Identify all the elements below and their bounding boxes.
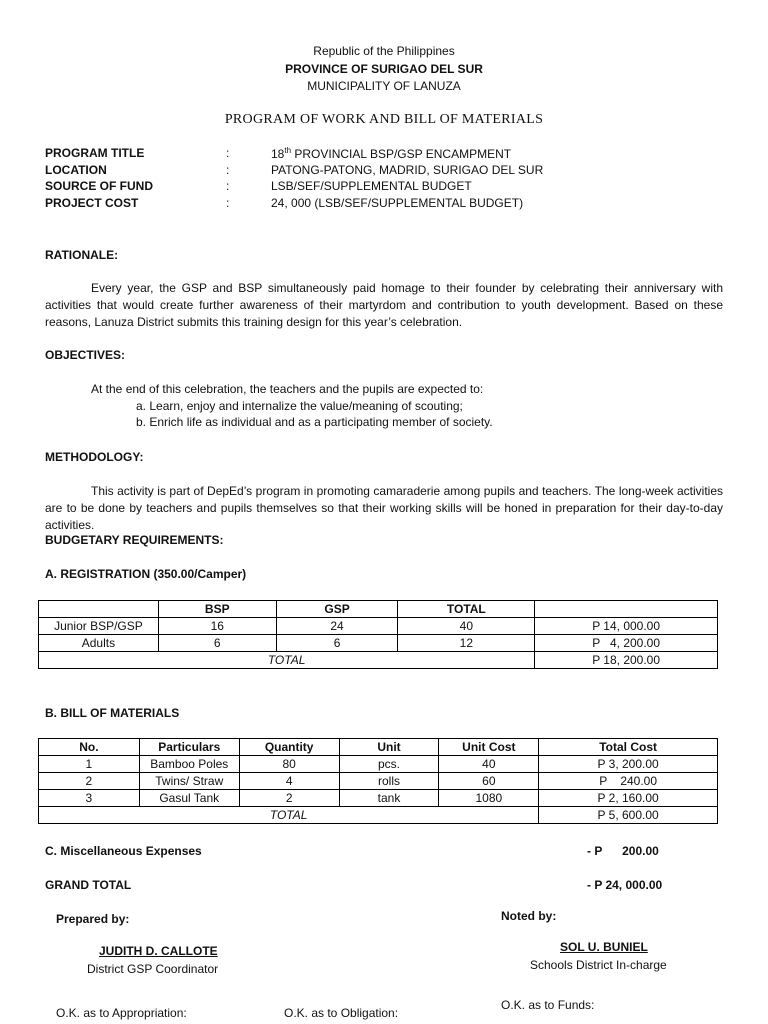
table-header-cell: Particulars xyxy=(139,739,239,756)
noter-name: SOL U. BUNIEL xyxy=(560,940,648,954)
grand-total-value: - P 24, 000.00 xyxy=(587,878,663,892)
info-label-program-title: PROGRAM TITLE xyxy=(45,146,145,160)
table-cell: 24 xyxy=(276,618,398,635)
table-header-cell: BSP xyxy=(158,601,276,618)
table-row xyxy=(39,618,718,635)
table-cell: 16 xyxy=(158,618,276,635)
table-total-label: TOTAL xyxy=(39,652,535,669)
prepared-by-label: Prepared by: xyxy=(56,912,130,926)
table-cell: P 2, 160.00 xyxy=(539,790,718,807)
table-cell: 6 xyxy=(276,635,398,652)
info-colon: : xyxy=(226,179,230,193)
info-value-project-cost: 24, 000 (LSB/SEF/SUPPLEMENTAL BUDGET) xyxy=(271,196,524,210)
table-header-cell: No. xyxy=(39,739,140,756)
table-cell: 2 xyxy=(239,790,339,807)
table-cell: P 14, 000.00 xyxy=(535,618,718,635)
registration-heading: A. REGISTRATION (350.00/Camper) xyxy=(45,567,247,581)
preparer-name: JUDITH D. CALLOTE xyxy=(99,944,218,958)
rationale-text: Every year, the GSP and BSP simultaneously paid homage to their founder by celebrating their anniversary with activities that would create further awareness of their martyrdom and contribution to youth development. Based on these reasons, Lanuza District submits this training design for this year’s celebration. xyxy=(45,281,723,329)
table-total-value: P 18, 200.00 xyxy=(535,652,718,669)
methodology-text: This activity is part of DepEd’s program in promoting camaraderie among pupils and teachers. The long-week activities are to be done by teachers and pupils themselves so that their working skills will be honed in preparation for their day-to-day activities. xyxy=(45,484,723,532)
table-cell: 12 xyxy=(398,635,535,652)
table-cell: 1 xyxy=(39,756,140,773)
budget-heading: BUDGETARY REQUIREMENTS: xyxy=(45,533,224,547)
table-header-cell: Quantity xyxy=(239,739,339,756)
table-total-row xyxy=(39,807,718,824)
info-label-project-cost: PROJECT COST xyxy=(45,196,139,210)
objectives-heading: OBJECTIVES: xyxy=(45,348,126,362)
table-cell: P 240.00 xyxy=(539,773,718,790)
table-cell: rolls xyxy=(339,773,439,790)
misc-value: - P 200.00 xyxy=(587,844,659,858)
header-municipality: MUNICIPALITY OF LANUZA xyxy=(307,79,461,93)
table-cell: Adults xyxy=(39,635,159,652)
header-republic: Republic of the Philippines xyxy=(313,44,455,58)
table-cell: 6 xyxy=(158,635,276,652)
misc-label: C. Miscellaneous Expenses xyxy=(45,844,202,858)
objective-item: a. Learn, enjoy and internalize the value/meaning of scouting; xyxy=(136,399,463,413)
table-header-cell: Unit xyxy=(339,739,439,756)
table-cell: 2 xyxy=(39,773,140,790)
table-total-row xyxy=(39,652,718,669)
table-row xyxy=(39,790,718,807)
table-header-cell xyxy=(39,601,159,618)
preparer-title: District GSP Coordinator xyxy=(87,962,219,976)
table-header-cell: Total Cost xyxy=(539,739,718,756)
header-province: PROVINCE OF SURIGAO DEL SUR xyxy=(285,62,483,76)
table-header-row xyxy=(39,739,718,756)
ok-obligation-label: O.K. as to Obligation: xyxy=(284,1006,399,1020)
table-total-value: P 5, 600.00 xyxy=(539,807,718,824)
ok-appropriation-label: O.K. as to Appropriation: xyxy=(56,1006,187,1020)
table-row xyxy=(39,756,718,773)
table-cell: 1080 xyxy=(439,790,539,807)
info-label-source-of-fund: SOURCE OF FUND xyxy=(45,179,153,193)
table-cell: P 4, 200.00 xyxy=(535,635,718,652)
registration-table xyxy=(38,600,718,669)
info-value-program-title: 18th PROVINCIAL BSP/GSP ENCAMPMENT xyxy=(271,146,512,161)
table-cell: Junior BSP/GSP xyxy=(39,618,159,635)
noter-title: Schools District In-charge xyxy=(530,958,667,972)
materials-heading: B. BILL OF MATERIALS xyxy=(45,706,180,720)
noted-by-label: Noted by: xyxy=(501,909,557,923)
table-header-cell: GSP xyxy=(276,601,398,618)
info-value-location: PATONG-PATONG, MADRID, SURIGAO DEL SUR xyxy=(271,163,544,177)
methodology-heading: METHODOLOGY: xyxy=(45,450,144,464)
table-header-cell xyxy=(535,601,718,618)
table-cell: 40 xyxy=(439,756,539,773)
table-cell: Bamboo Poles xyxy=(139,756,239,773)
table-header-row xyxy=(39,601,718,618)
table-header-cell: Unit Cost xyxy=(439,739,539,756)
info-colon: : xyxy=(226,196,230,210)
table-cell: Twins/ Straw xyxy=(139,773,239,790)
table-cell: 80 xyxy=(239,756,339,773)
info-label-location: LOCATION xyxy=(45,163,107,177)
table-total-label: TOTAL xyxy=(39,807,539,824)
rationale-heading: RATIONALE: xyxy=(45,248,119,262)
materials-table xyxy=(38,738,718,824)
objective-item: b. Enrich life as individual and as a participating member of society. xyxy=(136,415,493,429)
info-value-source-of-fund: LSB/SEF/SUPPLEMENTAL BUDGET xyxy=(271,179,472,193)
info-colon: : xyxy=(226,163,230,177)
table-row xyxy=(39,635,718,652)
document-title: PROGRAM OF WORK AND BILL OF MATERIALS xyxy=(224,112,544,127)
table-cell: 4 xyxy=(239,773,339,790)
table-cell: tank xyxy=(339,790,439,807)
table-cell: 3 xyxy=(39,790,140,807)
grand-total-label: GRAND TOTAL xyxy=(45,878,132,892)
table-cell: 40 xyxy=(398,618,535,635)
objectives-intro: At the end of this celebration, the teachers and the pupils are expected to: xyxy=(91,382,484,396)
table-cell: pcs. xyxy=(339,756,439,773)
table-cell: 60 xyxy=(439,773,539,790)
ok-funds-label: O.K. as to Funds: xyxy=(501,998,595,1012)
table-cell: P 3, 200.00 xyxy=(539,756,718,773)
table-row xyxy=(39,773,718,790)
table-cell: Gasul Tank xyxy=(139,790,239,807)
info-colon: : xyxy=(226,146,230,160)
table-header-cell: TOTAL xyxy=(398,601,535,618)
